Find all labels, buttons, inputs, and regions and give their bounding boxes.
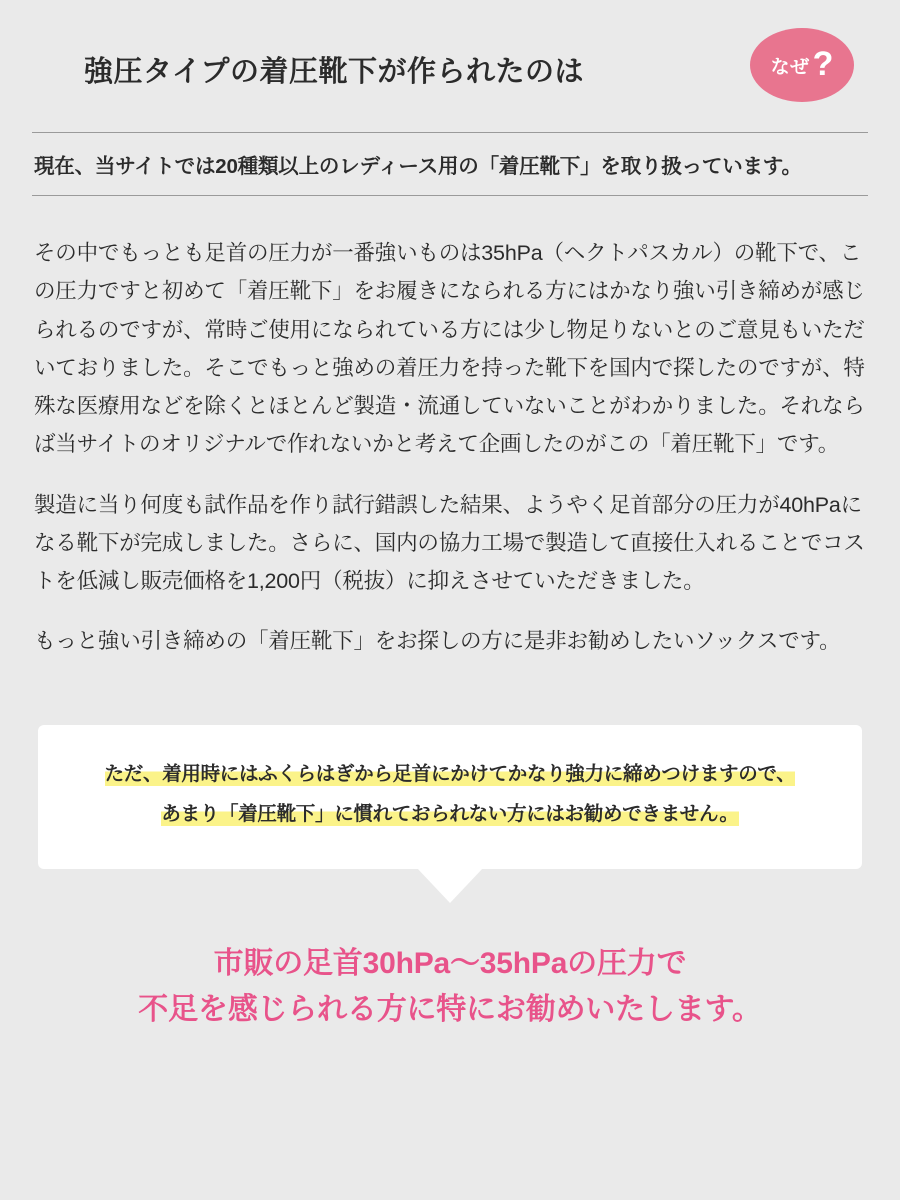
status-badge xyxy=(750,28,854,102)
page-header xyxy=(32,0,868,104)
conclusion-line: 市販の足首30hPa〜35hPaの圧力で xyxy=(213,946,687,980)
lead-banner xyxy=(32,132,868,196)
question-mark-icon: ? xyxy=(812,45,834,83)
body-copy xyxy=(32,234,868,661)
lead-text: 現在、当サイトでは20種類以上のレディース用の「着圧靴下」を取り扱っています。 xyxy=(34,155,802,178)
callout-line-text: あまり「着圧靴下」に慣れておられない方にはお勧めできません。 xyxy=(161,802,739,825)
conclusion-line: 不足を感じられる方に特にお勧めいたします。 xyxy=(138,993,762,1027)
warning-callout xyxy=(38,725,862,869)
badge-label: なぜ xyxy=(770,56,810,78)
callout-arrow-icon xyxy=(416,867,484,903)
paragraph: その中でもっとも足首の圧力が一番強いものは35hPa（ヘクトパスカル）の靴下で、この圧力ですと初めて「着圧靴下」をお履きになられる方にはかなり強い引き締めが感じられるのですが、常時ご使用になられている方には少し物足りないとのご意見もいただいておりました。そこでもっと強めの着圧力を持った靴下を国内で探したのですが、特殊な医療用などを除くとほとんど製造・流通していないことがわかりました。それならば当サイトのオリジナルで作れないかと考えて企画したのがこの「着圧靴下」です。 xyxy=(34,241,865,457)
page-title: 強圧タイプの着圧靴下が作られたのは xyxy=(84,56,585,89)
paragraph: 製造に当り何度も試作品を作り試行錯誤した結果、ようやく足首部分の圧力が40hPaになる靴下が完成しました。さらに、国内の協力工場で製造して直接仕入れることでコストを低減し販売価格を1,200円（税抜）に抑えさせていただきました。 xyxy=(34,492,865,594)
conclusion-message xyxy=(32,941,868,1034)
paragraph: もっと強い引き締めの「着圧靴下」をお探しの方に是非お勧めしたいソックスです。 xyxy=(34,629,841,654)
callout-line xyxy=(72,795,828,835)
callout-line-text: ただ、着用時にはふくらはぎから足首にかけてかなり強力に締めつけますので、 xyxy=(104,762,796,785)
callout-line xyxy=(72,755,828,795)
